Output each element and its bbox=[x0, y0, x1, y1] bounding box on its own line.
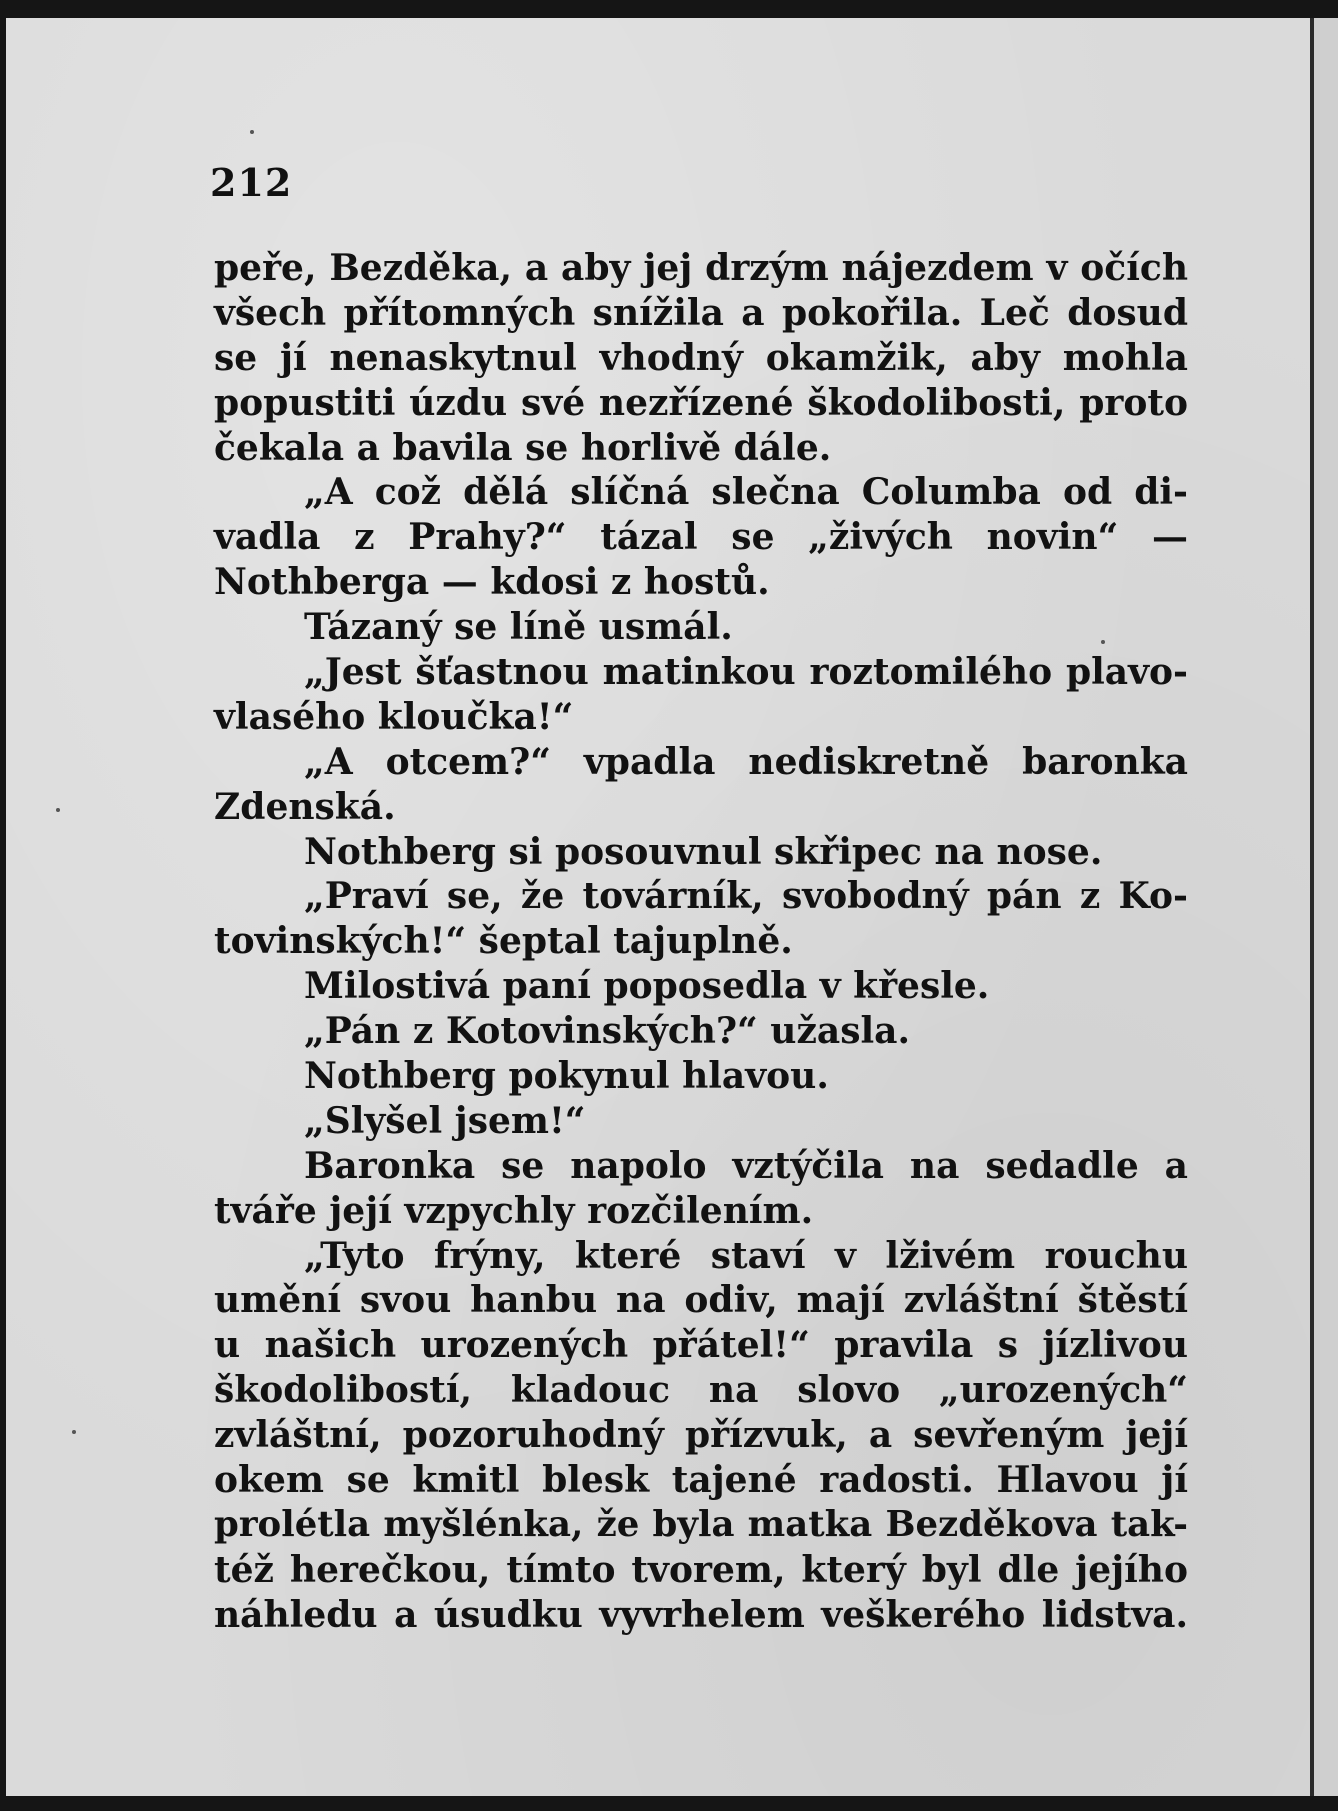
text-line: „Praví se, že továrník, svobodný pán z Ko- bbox=[304, 875, 1188, 918]
text-line: okem se kmitl blesk tajené radosti. Hlavou jí bbox=[214, 1459, 1188, 1502]
text-line: vadla z Prahy?“ tázal se „živých novin“ — bbox=[214, 516, 1188, 559]
text-line: peře, Bezděka, a aby jej drzým nájezdem v očích bbox=[214, 247, 1188, 289]
speck bbox=[72, 1430, 76, 1434]
text-line: Nothberga — kdosi z hostů. bbox=[214, 561, 770, 604]
text-line: všech přítomných snížila a pokořila. Leč dosud bbox=[214, 291, 1188, 334]
text-line: popustiti úzdu své nezřízené škodolibosti, proto bbox=[214, 381, 1188, 424]
text-line: prolétla myšlénka, že byla matka Bezděkova tak- bbox=[214, 1503, 1188, 1545]
text-line: vlasého kloučka!“ bbox=[214, 695, 574, 738]
text-line: „Slyšel jsem!“ bbox=[304, 1099, 586, 1142]
text-line: Zdenská. bbox=[214, 785, 396, 828]
text-line: „Tyto frýny, které staví v lživém rouchu bbox=[304, 1234, 1188, 1277]
text-line: tváře její vzpychly rozčilením. bbox=[214, 1189, 814, 1232]
text-line: Tázaný se líně usmál. bbox=[304, 606, 733, 649]
text-line: Baronka se napolo vztýčila na sedadle a bbox=[304, 1144, 1188, 1187]
text-line: tovinských!“ šeptal tajuplně. bbox=[214, 920, 793, 963]
text-line: Nothberg si posouvnul skřipec na nose. bbox=[304, 830, 1103, 873]
page-number: 212 bbox=[210, 160, 293, 205]
text-line: „A což dělá slíčná slečna Columba od di- bbox=[304, 471, 1188, 514]
text-line: Milostivá paní poposedla v křesle. bbox=[304, 965, 990, 1008]
text-line: se jí nenaskytnul vhodný okamžik, aby mohla bbox=[214, 336, 1188, 379]
text-line: zvláštní, pozoruhodný přízvuk, a sevřeným její bbox=[214, 1414, 1188, 1457]
text-line: též herečkou, tímto tvorem, který byl dle jejího bbox=[214, 1548, 1188, 1591]
speck bbox=[56, 808, 60, 812]
speck bbox=[250, 130, 254, 134]
body-text bbox=[214, 246, 1188, 1638]
text-line: u našich urozených přátel!“ pravila s jízlivou bbox=[214, 1324, 1188, 1367]
text-line: Nothberg pokynul hlavou. bbox=[304, 1055, 829, 1098]
text-line: škodolibostí, kladouc na slovo „urozených“ bbox=[214, 1369, 1188, 1412]
text-line: náhledu a úsudku vyvrhelem veškerého lidstva. bbox=[214, 1593, 1188, 1636]
text-line: „Jest šťastnou matinkou roztomilého plavo- bbox=[304, 651, 1188, 694]
text-line: čekala a bavila se horlivě dále. bbox=[214, 426, 832, 469]
text-line: „Pán z Kotovinských?“ užasla. bbox=[304, 1010, 911, 1053]
text-line: umění svou hanbu na odiv, mají zvláštní štěstí bbox=[214, 1279, 1188, 1322]
text-line: „A otcem?“ vpadla nediskretně baronka bbox=[304, 740, 1188, 783]
adjacent-page-edge bbox=[1314, 18, 1338, 1796]
